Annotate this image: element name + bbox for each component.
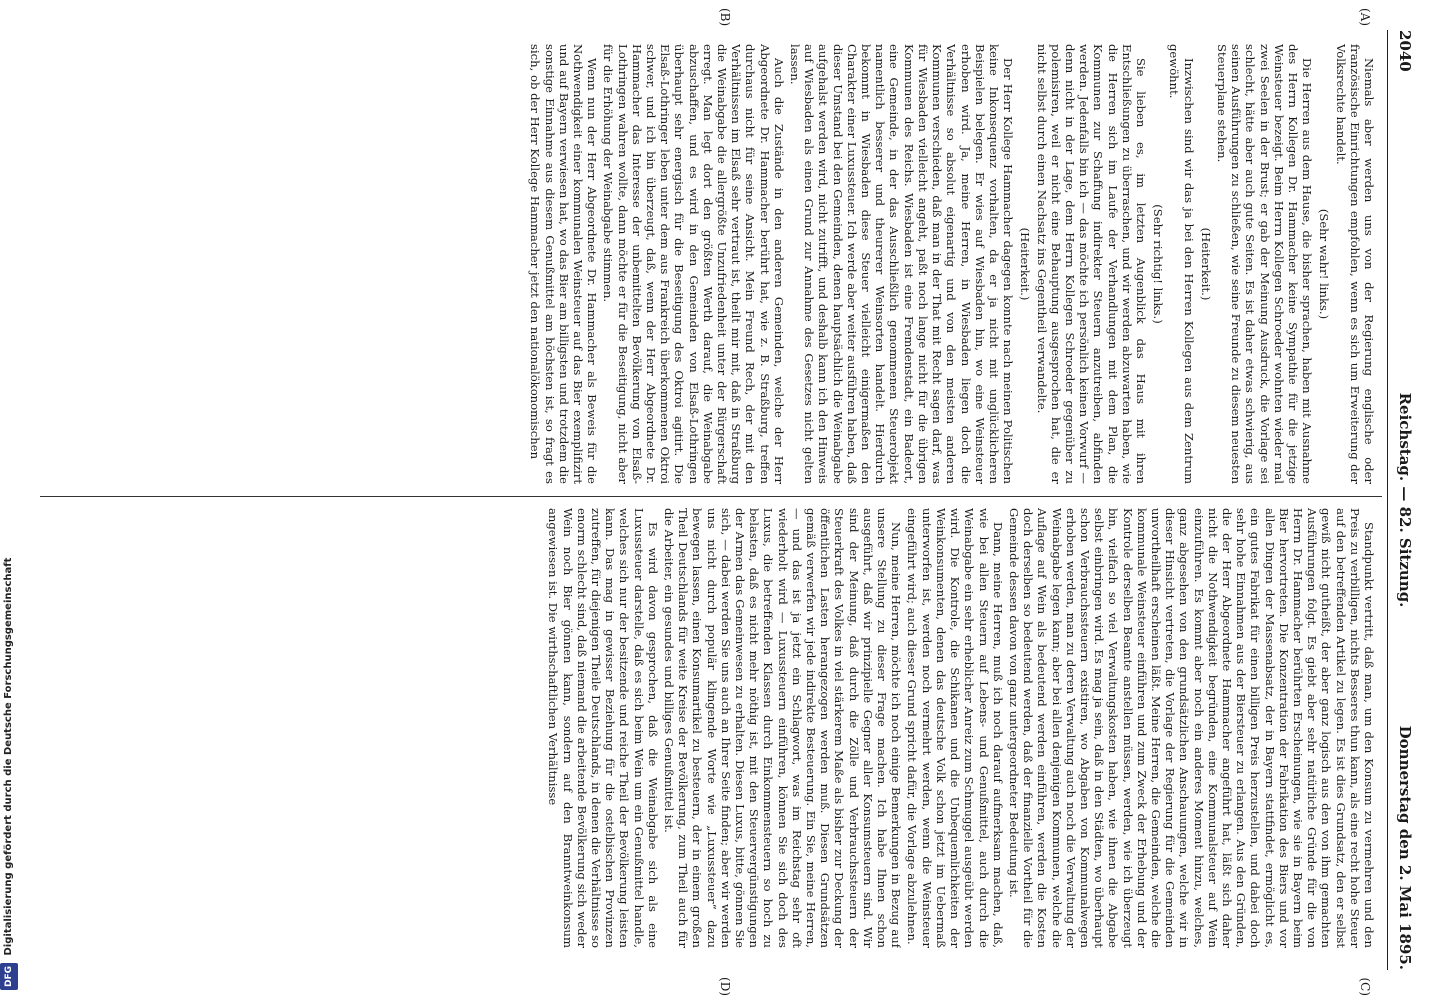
dfg-logo: DFG [0, 963, 18, 990]
interjection: (Sehr richtig! links.) [1151, 204, 1166, 324]
paragraph: Auch die Zustände in den anderen Gemeinden, welche der Herr Abgeordnete Dr. Hammacher berührt hat, wie z. B. Straßburg, treffen durchaus nicht für seine Ansicht. Mein Freund Rech, der mit den Verhältnissen im Elsaß sehr vertraut ist, theilt mir mit, daß in Straßburg die Weinabgabe die allergrößte Unzufriedenheit unter der Bürgerschaft erregt. Man legt dort den größten Werth darauf, die Weinabgabe abzuschaffen, und es wird in den Gemeinden von Elsaß-Lothringen überhaupt sehr energisch für die Beseitigung des Oktroi agitirt. Die Elsaß-Lothringer leben unter dem aus Frankreich überkommenen Oktroi schwer, und ich bin überzeugt, daß, wenn der Herr Abgeordnete Dr. Hammacher das Interesse der unbemittelten Bevölkerung von Elsaß-Lothringen wahren wollte, dann möchte er für die Beseitigung, nicht aber für die Erhöhung der Weinabgabe stimmen. [601, 44, 786, 484]
running-title: Reichstag. — 82. Sitzung. [1396, 392, 1414, 608]
paragraph: Die Herren aus dem Hause, die bisher sprachen, haben mit Ausnahme des Herrn Kollegen Dr. Hammacher keine Sympathie für die jetzige Weinsteuer bezeigt. Beim Herrn Kollegen Schroeder wohnten wieder mal zwei Seelen in der Brust; er gab der Meinung Ausdruck, die Vorlage sei schlecht, hätte aber auch gute Seiten. Es ist daher etwas schwierig, aus seinen Ausführungen zu schließen, wie seine Freunde zu diesem neuesten Steuerplane stehen. [1214, 44, 1315, 484]
margin-marker-b: (B) [718, 8, 732, 27]
page-header [1392, 30, 1414, 970]
paragraph: Wenn nun der Herr Abgeordnete Dr. Hammacher als Beweis für die Nothwendigkeit einer kommunalen Weinsteuer auf das Bier exemplifizirt und auf Bayern verwiesen hat, wo das Bier am billigsten und trotzdem die sonstige Einnahme aus diesem Genußmittel am höchsten ist, so fragt es sich, ob der Herr Kollege Hammacher jetzt den nationalökonomischen [528, 44, 600, 484]
paragraph: Standpunkt vertritt, daß man, um den Konsum zu vermehren und den Preis zu verbilligen, nichts Besseres thun kann, als eine recht hohe Steuer auf den betreffenden Artikel zu legen. Es ist dies Grundsatz, den er selbst gewiß nicht gutheißt, der aber ganz logisch aus den von ihm gemachten Ausführungen folgt. Es giebt aber sehr natürliche Gründe für die von Herrn Dr. Hammacher berührten Erscheinungen, wie sie in Bayern beim Bier hervortreten. Die Konzentration der Fabrikation des Biers und vor allen Dingen der Massenabsatz, der in Bayern stattfindet, ermöglicht es, ein gutes Fabrikat für einen billigen Preis herzustellen, und dabei doch sehr hohe Einnahmen aus der Biersteuer zu erlangen. Aus den Gründen, die der Herr Abgeordnete Hammacher angeführt hat, läßt sich daher nicht die Nothwendigkeit begründen, eine Kommunalsteuer auf Wein einzuführen. Es kommt aber noch ein anderes Moment hinzu, welches, ganz abgesehen von den grundsätzlichen Anschauungen, welche wir in dieser Hinsicht vertreten, die Vorlage der Regierung für die Gemeinden unvortheilhaft erscheinen läßt. Meine Herren, die Gemeinden, welche die kommunale Weinsteuer einführen und zum Zweck der Erhebung und der Kontrole derselben Beamte anstellen müssen, werden, wie ich überzeugt bin, vielfach so viel Verwaltungskosten haben, wie ihnen die Abgabe selbst einbringen wird. Es mag ja sein, daß in den Städten, wo überhaupt schon Verbrauchssteuern existiren, wo Abgaben von Kommunalwegen erhoben werden, man zu deren Verwaltung auch noch die Verwaltung der Weinabgabe legen kann; aber bei allen denjenigen Kommunen, welche die Auflage auf Wein als bedeutend werden einführen, werden die Kosten doch derselben so bedeutend werden, daß der finanzielle Vortheil für die Gemeinde dessen davon von ganz untergeordneter Bedeutung ist. [1006, 508, 1376, 948]
page-number: 2040 [1396, 30, 1414, 72]
interjection: (Heiterkeit.) [1198, 227, 1213, 301]
paragraph: Es wird davon gesprochen, daß die Weinabgabe sich als eine Luxussteuer darstelle, daß es sich beim Wein um ein Genußmittel handle, welches sich nur der besitzende und reiche Theil der Bevölkerung leisten kann. Das mag in gewisser Beziehung für die ostelbischen Provinzen zutreffen, für diejenigen Theile Deutschlands, in denen die Verhältnisse so enorm schlecht sind, daß niemand die arbeitende Bevölkerung sich weder Wein noch Bier gönnen kann, sondern auf den Branntweinkonsum angewiesen ist. Die wirthschaftlichen Verhältnisse [546, 508, 660, 948]
interjection: (Sehr wahr! links.) [1317, 208, 1332, 320]
interjection: (Heiterkeit.) [1018, 227, 1033, 301]
session-date: Donnerstag den 2. Mai 1895. [1396, 725, 1414, 970]
left-text-column [40, 44, 1376, 484]
paragraph: Der Herr Kollege Hammacher dagegen konnte nach meinen Politischen keine Inkonsequenz vorhalten, da er ja nicht mit unglücklicheren Beispielen belegen. Er wies auf Wiesbaden hin, wo eine Weinsteuer erhoben wird. Ja, meine Herren, in Wiesbaden liegen doch die Verhältnisse so absolut eigenartig und von den meisten anderen Kommunen verschieden, daß man in der That mit Recht sagen darf, was für Wiesbaden vielleicht angeht, paßt noch lange nicht für die übrigen Kommunen des Reichs. Wiesbaden ist eine Fremdenstadt, ein Badeort, eine Gemeinde, in der das Ausschließlich genommenen Steuerobjekt namentlich besserer und theurerer Weinsorten handelt. Hierdurch bekommt in Wiesbaden diese Steuer vielleicht einigermaßen den Charakter einer Luxussteuer. Ich werde aber weiter ausführen haben, daß dieser Umstand bei den Gemeinden, denen hauptsächlich die Weinabgabe aufgehalst werden wird, nicht zutrifft, und deshalb kann ich den Hinweis auf Wiesbaden als einen Grund zur Annahme des Gesetzes nicht gelten lassen. [788, 44, 1016, 484]
paragraph: Dann, meine Herren, muß ich noch darauf aufmerksam machen, daß, wie bei allen Steuern auf Lebens- und Genußmittel, auch durch die Weinabgabe ein sehr erheblicher Anreiz zum Schmuggel ausgeübt werden wird. Die Kontrole, die Schikanen und die Unbequemlichkeiten der Weinkonsumenten, denen das deutsche Volk schon jetzt im Uebermaß unterworfen ist, werden noch vermehrt werden, wenn die Weinsteuer eingeführt wird; auch dieser Grund spricht dafür, die Vorlage abzulehnen. [905, 508, 1005, 948]
margin-marker-a: (A) [1358, 8, 1372, 27]
column-divider [40, 496, 1382, 497]
paragraph: Inzwischen sind wir das ja bei den Herren Kollegen aus dem Zentrum gewöhnt. [1167, 44, 1196, 484]
right-text-column [40, 508, 1376, 948]
paragraph: Sie lieben es, im letzten Augenblick das Haus mit ihren Entschließungen zu überraschen, und wir werden abzuwarten haben, wie die Herren sich im Laufe der Verhandlungen mit dem Plan, die Kommunen zur Schaffung indirekter Steuern anzutreiben, abfinden werden. Jedenfalls bin ich — das möchte ich persönlich keinen Vorwurf — denn nicht in der Lage, dem Herrn Kollegen Schroeder gegenüber zu polemisiren, weil er nicht eine Behauptung ausgesprochen hat, die er nicht selbst durch einen Nachsatz ins Gegentheil verwandelte. [1034, 44, 1148, 484]
margin-marker-d: (D) [718, 977, 732, 996]
digitization-credit: Digitalisierung gefördert durch die Deutsche Forschungsgemeinschaft [3, 557, 14, 956]
paragraph: Niemals aber werden uns von der Regierung englische oder französische Einrichtungen empfohlen, wenn es sich um Erweiterung der Volksrechte handelt. [1333, 44, 1376, 484]
paragraph: Nun, meine Herren, möchte ich noch einige Bemerkungen in Bezug auf unsere Stellung zu dieser Frage machen. Ich habe Ihnen schon ausgeführt, daß wir prinzipielle Gegner aller Konsumsteuern sind. Wir sind der Meinung, daß durch die Zölle und Verbrauchssteuern der Steuerkraft des Volkes in viel stärkerem Maße als bisher zur Deckung der öffentlichen Lasten herangezogen werden muß. Diesen Grundsätzen gemäß verwerfen wir jede indirekte Besteuerung. Ein Sie, meine Herren, — und das ist ja jetzt ein Schlagwort, was im Reichstag sehr oft wiederholt wird — Luxussteuern einführen, können Sie sich doch des Luxus, die betreffenden Klassen durch Einkommensteuern so hoch zu belasten, daß es nicht mehr nöthig ist, mit den Steuervergünstigungen der Armen das Gemeinwesen zu erhalten. Diesen Luxus, bitte, gönnen Sie sich, — dabei werden Sie uns auch an Ihrer Seite finden; aber wir werden uns nicht durch populär klingende Worte wie „Luxussteuer“ dazu bewegen lassen, einen Konsumartikel zu besteuern, der in einem großen Theil Deutschlands für weite Kreise der Bevölkerung, zum Theil auch für die Arbeiter, ein gesundes und billiges Genußmittel ist. [662, 508, 904, 948]
footer-strip [0, 0, 18, 1000]
margin-marker-c: (C) [1358, 977, 1372, 996]
header-rule [1387, 30, 1388, 970]
